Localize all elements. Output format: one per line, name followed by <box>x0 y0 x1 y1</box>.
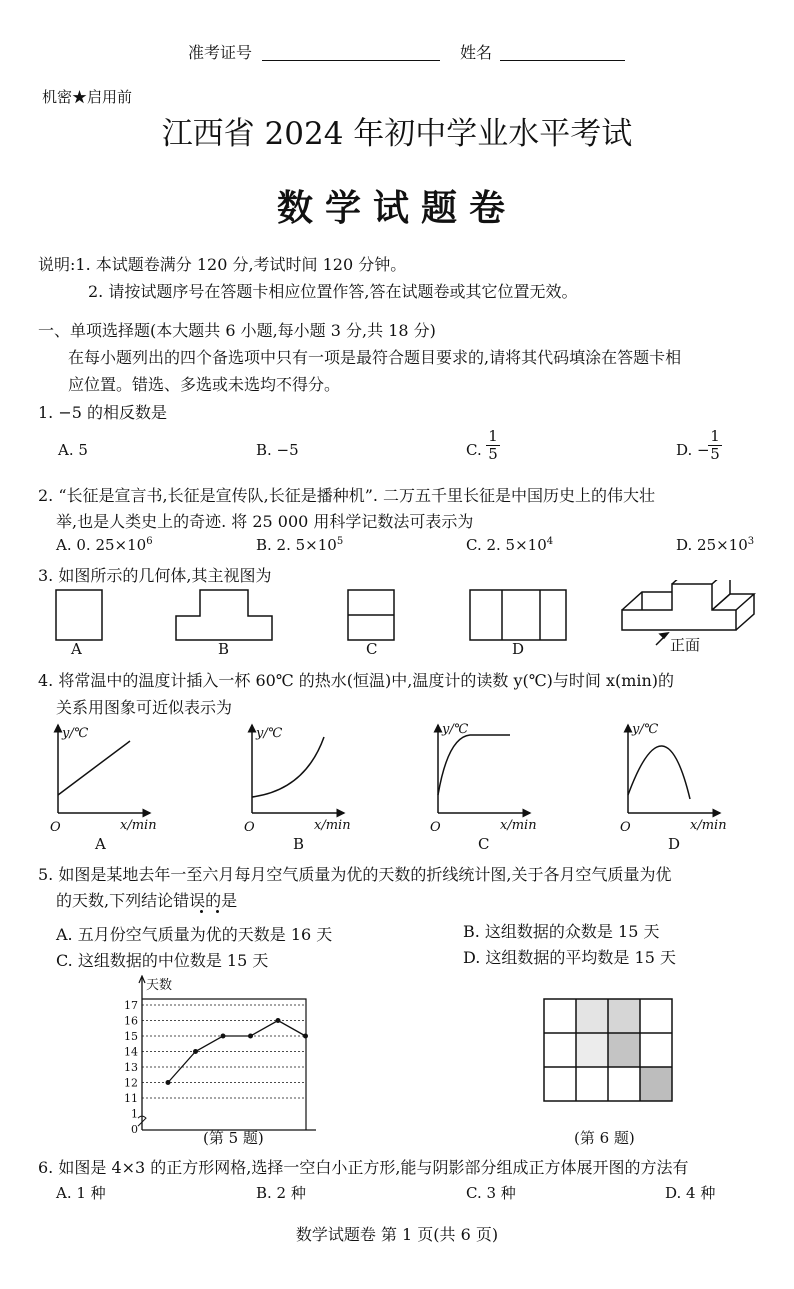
q6-option-d[interactable]: D. 4 种 <box>665 1184 716 1202</box>
q4-label-c: C <box>478 835 490 853</box>
q4-d-xlabel: x/min <box>690 818 727 833</box>
instruction-1: 说明:1. 本试题卷满分 120 分,考试时间 120 分钟。 <box>38 255 407 274</box>
section-heading: 一、单项选择题(本大题共 6 小题,每小题 3 分,共 18 分) <box>38 321 436 340</box>
q4-b-ylabel: y/℃ <box>256 726 283 741</box>
data-point-4 <box>248 1034 253 1039</box>
admission-number-field[interactable] <box>262 44 440 61</box>
q2-d-exponent: 3 <box>747 536 755 547</box>
y-tick-label-16: 16 <box>124 1014 138 1028</box>
q1-c-fraction <box>486 428 500 463</box>
q2-option-c[interactable] <box>466 536 553 554</box>
q1-stem: 1. −5 的相反数是 <box>38 403 168 422</box>
q6-stem: 6. 如图是 4×3 的正方形网格,选择一空白小正方形,能与阴影部分组成正方体展开图的方法有 <box>38 1158 689 1177</box>
q3-label-d: D <box>512 640 525 658</box>
q1-c-numerator: 1 <box>488 427 498 445</box>
y-tick-label-1: 1 <box>131 1107 138 1121</box>
q6-shaded-cell-2 <box>608 1033 640 1067</box>
q4-graph-c[interactable] <box>438 725 530 813</box>
q2-b-base: B. 2. 5×10 <box>256 536 337 554</box>
q1-option-d[interactable]: D. − <box>676 441 710 459</box>
q6-shaded-cell-4 <box>576 1033 608 1067</box>
q3-label-a: A <box>71 640 82 658</box>
q3-figure-c[interactable] <box>348 590 394 640</box>
q3-label-b: B <box>218 640 230 658</box>
name-field[interactable] <box>500 44 625 61</box>
q5-stem-2-suffix: 的是 <box>205 891 238 910</box>
q2-b-exponent: 5 <box>336 536 344 547</box>
q1-option-b[interactable]: B. −5 <box>256 441 299 459</box>
q5-stem-1: 5. 如图是某地去年一至六月每月空气质量为优的天数的折线统计图,关于各月空气质量为优 <box>38 865 672 884</box>
q6-option-b[interactable]: B. 2 种 <box>256 1184 306 1202</box>
q4-label-b: B <box>293 835 305 853</box>
q6-shaded-cell-5 <box>640 1067 672 1101</box>
q5-option-a[interactable]: A. 五月份空气质量为优的天数是 16 天 <box>56 925 333 944</box>
exam-title: 江西省 2024 年初中学业水平考试 <box>161 116 633 152</box>
q4-stem-1: 4. 将常温中的温度计插入一杯 60℃ 的热水(恒温)中,温度计的读数 y(℃)与时间 x(min)的 <box>38 671 675 690</box>
q4-b-xlabel: x/min <box>314 818 351 833</box>
confidential-mark: 机密★启用前 <box>42 88 133 106</box>
q2-a-base: A. 0. 25×10 <box>56 536 147 554</box>
data-point-3 <box>221 1034 226 1039</box>
q3-solid-figure <box>622 580 754 630</box>
q4-graph-d[interactable] <box>628 725 720 813</box>
data-point-1 <box>166 1080 171 1085</box>
q5-option-d[interactable]: D. 这组数据的平均数是 15 天 <box>463 948 676 967</box>
q6-option-c[interactable]: C. 3 种 <box>466 1184 516 1202</box>
q4-d-origin: O <box>620 820 631 835</box>
q6-shaded-cell-3 <box>576 999 608 1033</box>
q2-a-exponent: 6 <box>146 536 153 547</box>
q6-caption: (第 6 题) <box>574 1129 635 1147</box>
paper-subtitle: 数学试题卷 <box>276 187 517 229</box>
front-label: 正面 <box>670 636 701 654</box>
q1-d-fraction <box>708 428 722 463</box>
admission-number-label: 准考证号 <box>188 43 253 62</box>
q3-label-c: C <box>366 640 378 658</box>
emphasis-dot-1 <box>200 910 203 913</box>
y-tick-label-14: 14 <box>124 1045 138 1059</box>
q2-stem-2: 举,也是人类史上的奇迹. 将 25 000 用科学记数法可表示为 <box>56 512 474 531</box>
q5-option-c[interactable]: C. 这组数据的中位数是 15 天 <box>56 951 269 970</box>
q4-a-origin: O <box>50 820 61 835</box>
q1-d-numerator: 1 <box>710 427 720 445</box>
q4-graphs <box>0 715 794 855</box>
q2-c-exponent: 4 <box>546 536 554 547</box>
q6-shaded-cell-1 <box>608 999 640 1033</box>
q4-stem-2: 关系用图象可近似表示为 <box>56 698 233 717</box>
q4-c-origin: O <box>430 820 441 835</box>
data-point-5 <box>276 1018 281 1023</box>
q3-figures <box>0 580 794 660</box>
q1-option-c[interactable]: C. <box>466 441 482 459</box>
q5-stem-2 <box>56 888 237 911</box>
name-label: 姓名 <box>460 43 493 62</box>
q2-option-b[interactable] <box>256 536 343 554</box>
q6-option-a[interactable]: A. 1 种 <box>56 1184 106 1202</box>
y-axis-label: 天数 <box>146 978 173 993</box>
front-arrow-head <box>660 633 668 638</box>
q5-stem-2-prefix: 的天数,下列结论 <box>56 891 174 910</box>
q4-d-ylabel: y/℃ <box>632 722 659 737</box>
q1-d-denominator: 5 <box>708 445 722 463</box>
y-tick-label-13: 13 <box>124 1061 138 1074</box>
q4-c-ylabel: y/℃ <box>442 722 469 737</box>
y-tick-label-15: 15 <box>124 1030 138 1043</box>
chart-frame <box>142 999 306 1130</box>
emphasis-dot-2 <box>216 910 219 913</box>
q2-option-a[interactable] <box>56 536 153 554</box>
q5-option-b[interactable]: B. 这组数据的众数是 15 天 <box>463 922 660 941</box>
q6-grid <box>540 995 680 1105</box>
q4-b-origin: O <box>244 820 255 835</box>
q2-option-d[interactable] <box>676 536 754 554</box>
q2-stem-1: 2. “长征是宣言书,长征是宣传队,长征是播种机”. 二万五千里长征是中国历史上的伟大壮 <box>38 486 656 505</box>
data-point-2 <box>193 1049 198 1054</box>
section-description-2: 应位置。错选、多选或未选均不得分。 <box>68 375 341 394</box>
series-line <box>168 1021 306 1083</box>
q3-figure-d[interactable] <box>470 590 566 640</box>
page-footer: 数学试题卷 第 1 页(共 6 页) <box>295 1225 499 1244</box>
q1-c-denominator: 5 <box>486 445 500 463</box>
q3-figure-a[interactable] <box>56 590 102 640</box>
q4-label-d: D <box>668 835 681 853</box>
q5-emphasis-word: 错误 <box>173 891 206 910</box>
q2-c-base: C. 2. 5×10 <box>466 536 547 554</box>
y-tick-label-17: 17 <box>124 999 138 1012</box>
q3-stem: 3. 如图所示的几何体,其主视图为 <box>38 566 272 585</box>
y-tick-label-11: 11 <box>124 1092 138 1105</box>
q4-a-xlabel: x/min <box>120 818 157 833</box>
q4-label-a: A <box>95 835 106 853</box>
q4-c-xlabel: x/min <box>500 818 537 833</box>
data-point-6 <box>303 1034 308 1039</box>
q2-d-base: D. 25×10 <box>676 536 748 554</box>
q4-a-ylabel: y/℃ <box>62 726 89 741</box>
q3-figure-b[interactable] <box>176 590 272 640</box>
y-tick-label-12: 12 <box>124 1076 138 1090</box>
q5-line-chart <box>100 975 380 1135</box>
section-description-1: 在每小题列出的四个备选项中只有一项是最符合题目要求的,请将其代码填涂在答题卡相 <box>68 348 682 367</box>
y-tick-label-0: 0 <box>131 1123 138 1135</box>
q5-caption: (第 5 题) <box>203 1129 264 1147</box>
q1-option-a[interactable]: A. 5 <box>58 441 88 459</box>
instruction-2: 2. 请按试题序号在答题卡相应位置作答,答在试题卷或其它位置无效。 <box>88 282 578 301</box>
